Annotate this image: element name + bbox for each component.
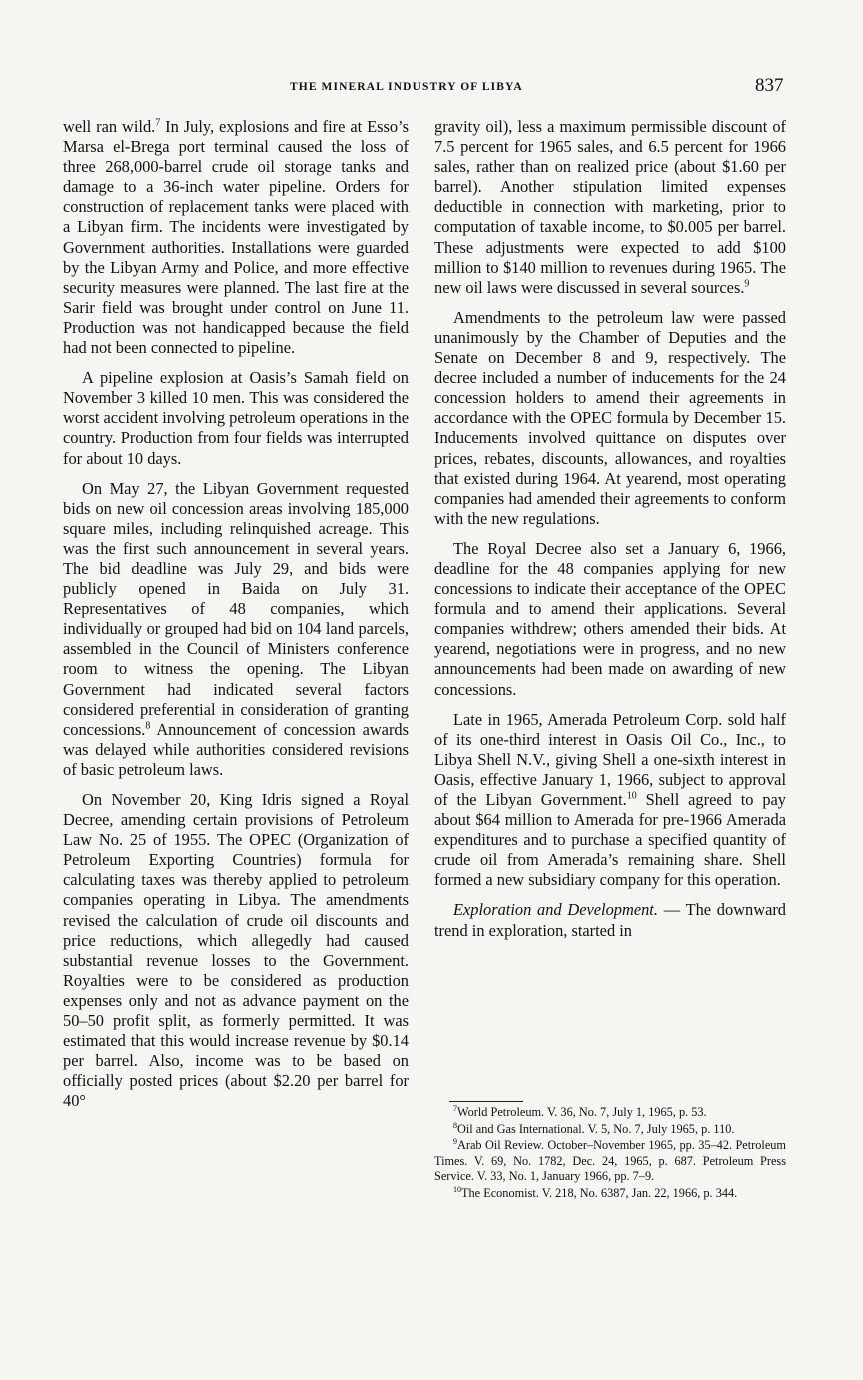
paragraph-text: Announcement of concession awards was delayed while authorities considered revisions of basic petroleum laws.: [63, 719, 409, 779]
footnotes: [434, 1105, 786, 1202]
footnote-text: Oil and Gas International. V. 5, No. 7, July 1965, p. 110.: [457, 1121, 735, 1136]
paragraph-text: Shell agreed to pay about $64 million to Amerada for pre-1966 Amerada expenditures and to purchase a specified quantity of crude oil from Amerada’s remaining share. Shell formed a new subsidiary company for this operation.: [434, 790, 786, 890]
footnote-ref-10: 10: [626, 790, 637, 802]
left-column: [63, 117, 409, 1122]
running-header: [0, 75, 863, 98]
paragraph-text: On May 27, the Libyan Government requested bids on new oil concession areas involving 185,000 square miles, including relinquished acreage. This was the first such announcement in several years. The bid deadline was July 29, and bids were publicly opened in Baida on July 31. Representatives of 48 companies, which individually or grouped had bid on 104 land parcels, assembled in the Council of Ministers conference room to witness the opening. The Libyan Government had indicated several factors considered preferential in consideration of granting concessions.: [63, 478, 409, 739]
running-title: THE MINERAL INDUSTRY OF LIBYA: [290, 81, 523, 93]
paragraph-exploration: [434, 900, 786, 940]
right-column: [434, 117, 786, 951]
paragraph-text: well ran wild.: [63, 117, 156, 136]
footnote-ref-9: 9: [744, 278, 750, 290]
paragraph-gravity-oil: [434, 117, 786, 298]
page-number: 837: [755, 75, 784, 96]
footnote-text: World Petroleum. V. 36, No. 7, July 1, 1965, p. 53.: [457, 1105, 707, 1119]
paragraph-text: In July, explosions and fire at Esso’s Marsa el-Brega port terminal caused the loss of three 268,000-barrel crude oil storage tanks and damage to a 36-inch water pipeline. Orders for construction of replacement tanks were placed with a Libyan firm. The incidents were investigated by Government authorities. Installations were guarded by the Libyan Army and Police, and more effective security measures were planned. The last fire at the Sarir field was brought under control on June 11. Production was not handicapped because the field had not been connected to pipeline.: [63, 117, 409, 358]
paragraph-text: gravity oil), less a maximum permissible discount of 7.5 percent for 1965 sales, and 6.5 percent for 1966 sales, rather than on realized price (about $1.60 per barrel). Another stipulation limited expenses deductible in connection with marketing, prior to computation of taxable income, to $0.005 per barrel. These adjustments were expected to add $100 million to $140 million to revenues during 1965. The new oil laws were discussed in several sources.: [434, 117, 786, 297]
paragraph-royal-decree: On November 20, King Idris signed a Royal Decree, amending certain provisions of Petroleum Law No. 25 of 1955. The OPEC (Organization of Petroleum Exporting Countries) formula for calculating taxes was thereby applied to petroleum companies operating in Libya. The amendments revised the calculation of crude oil discounts and price reductions, which allegedly had caused substantial revenue losses to the Government. Royalties were to be considered as production expenses only and not as advance payment on the 50–50 profit split, as formerly permitted. It was estimated that this would increase revenue by $0.14 per barrel. Also, income was to be based on officially posted prices (about $2.20 per barrel for 40°: [63, 790, 409, 1111]
paragraph-deadline: The Royal Decree also set a January 6, 1966, deadline for the 48 companies applying for new concessions to indicate their acceptance of the OPEC formula and to amend their applications. Several companies withdrew; others amended their bids. At yearend, negotiations were in progress, and no new announcements had been made on awarding of new concessions.: [434, 538, 786, 699]
footnote-ref-8: 8: [145, 720, 151, 732]
paragraph-amendments: Amendments to the petroleum law were passed unanimously by the Chamber of Deputies and the Senate on December 8 and 9, respectively. The decree included a number of inducements for the 24 concession holders to amend their agreements in accordance with the OPEC formula by December 15. Inducements involved quittance on disputes over prices, rebates, discounts, allowances, and royalties that existed during 1964. At yearend, most operating companies had amended their agreements to conform with the new regulations.: [434, 307, 786, 528]
footnote-text: The Economist. V. 218, No. 6387, Jan. 22, 1966, p. 344.: [461, 1185, 738, 1200]
footnote-number: 9: [453, 1136, 457, 1146]
section-run-in-heading: Exploration and Development.: [453, 900, 658, 920]
footnote-ref-7: 7: [155, 117, 161, 129]
footnote-9: [434, 1138, 786, 1185]
footnote-divider: [449, 1101, 523, 1102]
footnote-7: [434, 1105, 786, 1121]
footnote-text: Arab Oil Review. October–November 1965, pp. 35–42. Petroleum Times. V. 69, No. 1782, Dec. 24, 1965, p. 687. Petroleum Press Service. V. 33, No. 1, January 1966, pp. 7–9.: [434, 1138, 786, 1183]
footnote-number: 10: [453, 1184, 461, 1194]
paragraph-fires: [63, 117, 409, 358]
footnote-8: [434, 1122, 786, 1138]
footnote-number: 7: [453, 1103, 457, 1113]
footnote-10: [434, 1186, 786, 1202]
paragraph-text: — The downward trend in exploration, started in: [434, 900, 786, 940]
paragraph-samah-explosion: A pipeline explosion at Oasis’s Samah field on November 3 killed 10 men. This was considered the worst accident involving petroleum operations in the country. Production from four fields was interrupted for about 10 days.: [63, 368, 409, 468]
footnote-number: 8: [453, 1120, 457, 1130]
paragraph-concession-bids: [63, 479, 409, 780]
paragraph-text: Late in 1965, Amerada Petroleum Corp. sold half of its one-third interest in Oasis Oil Co., Inc., to Libya Shell N.V., giving Shell a one-sixth interest in Oasis, effective January 1, 1966, subject to approval of the Libyan Government.: [434, 709, 786, 809]
paragraph-amerada-shell: [434, 710, 786, 891]
